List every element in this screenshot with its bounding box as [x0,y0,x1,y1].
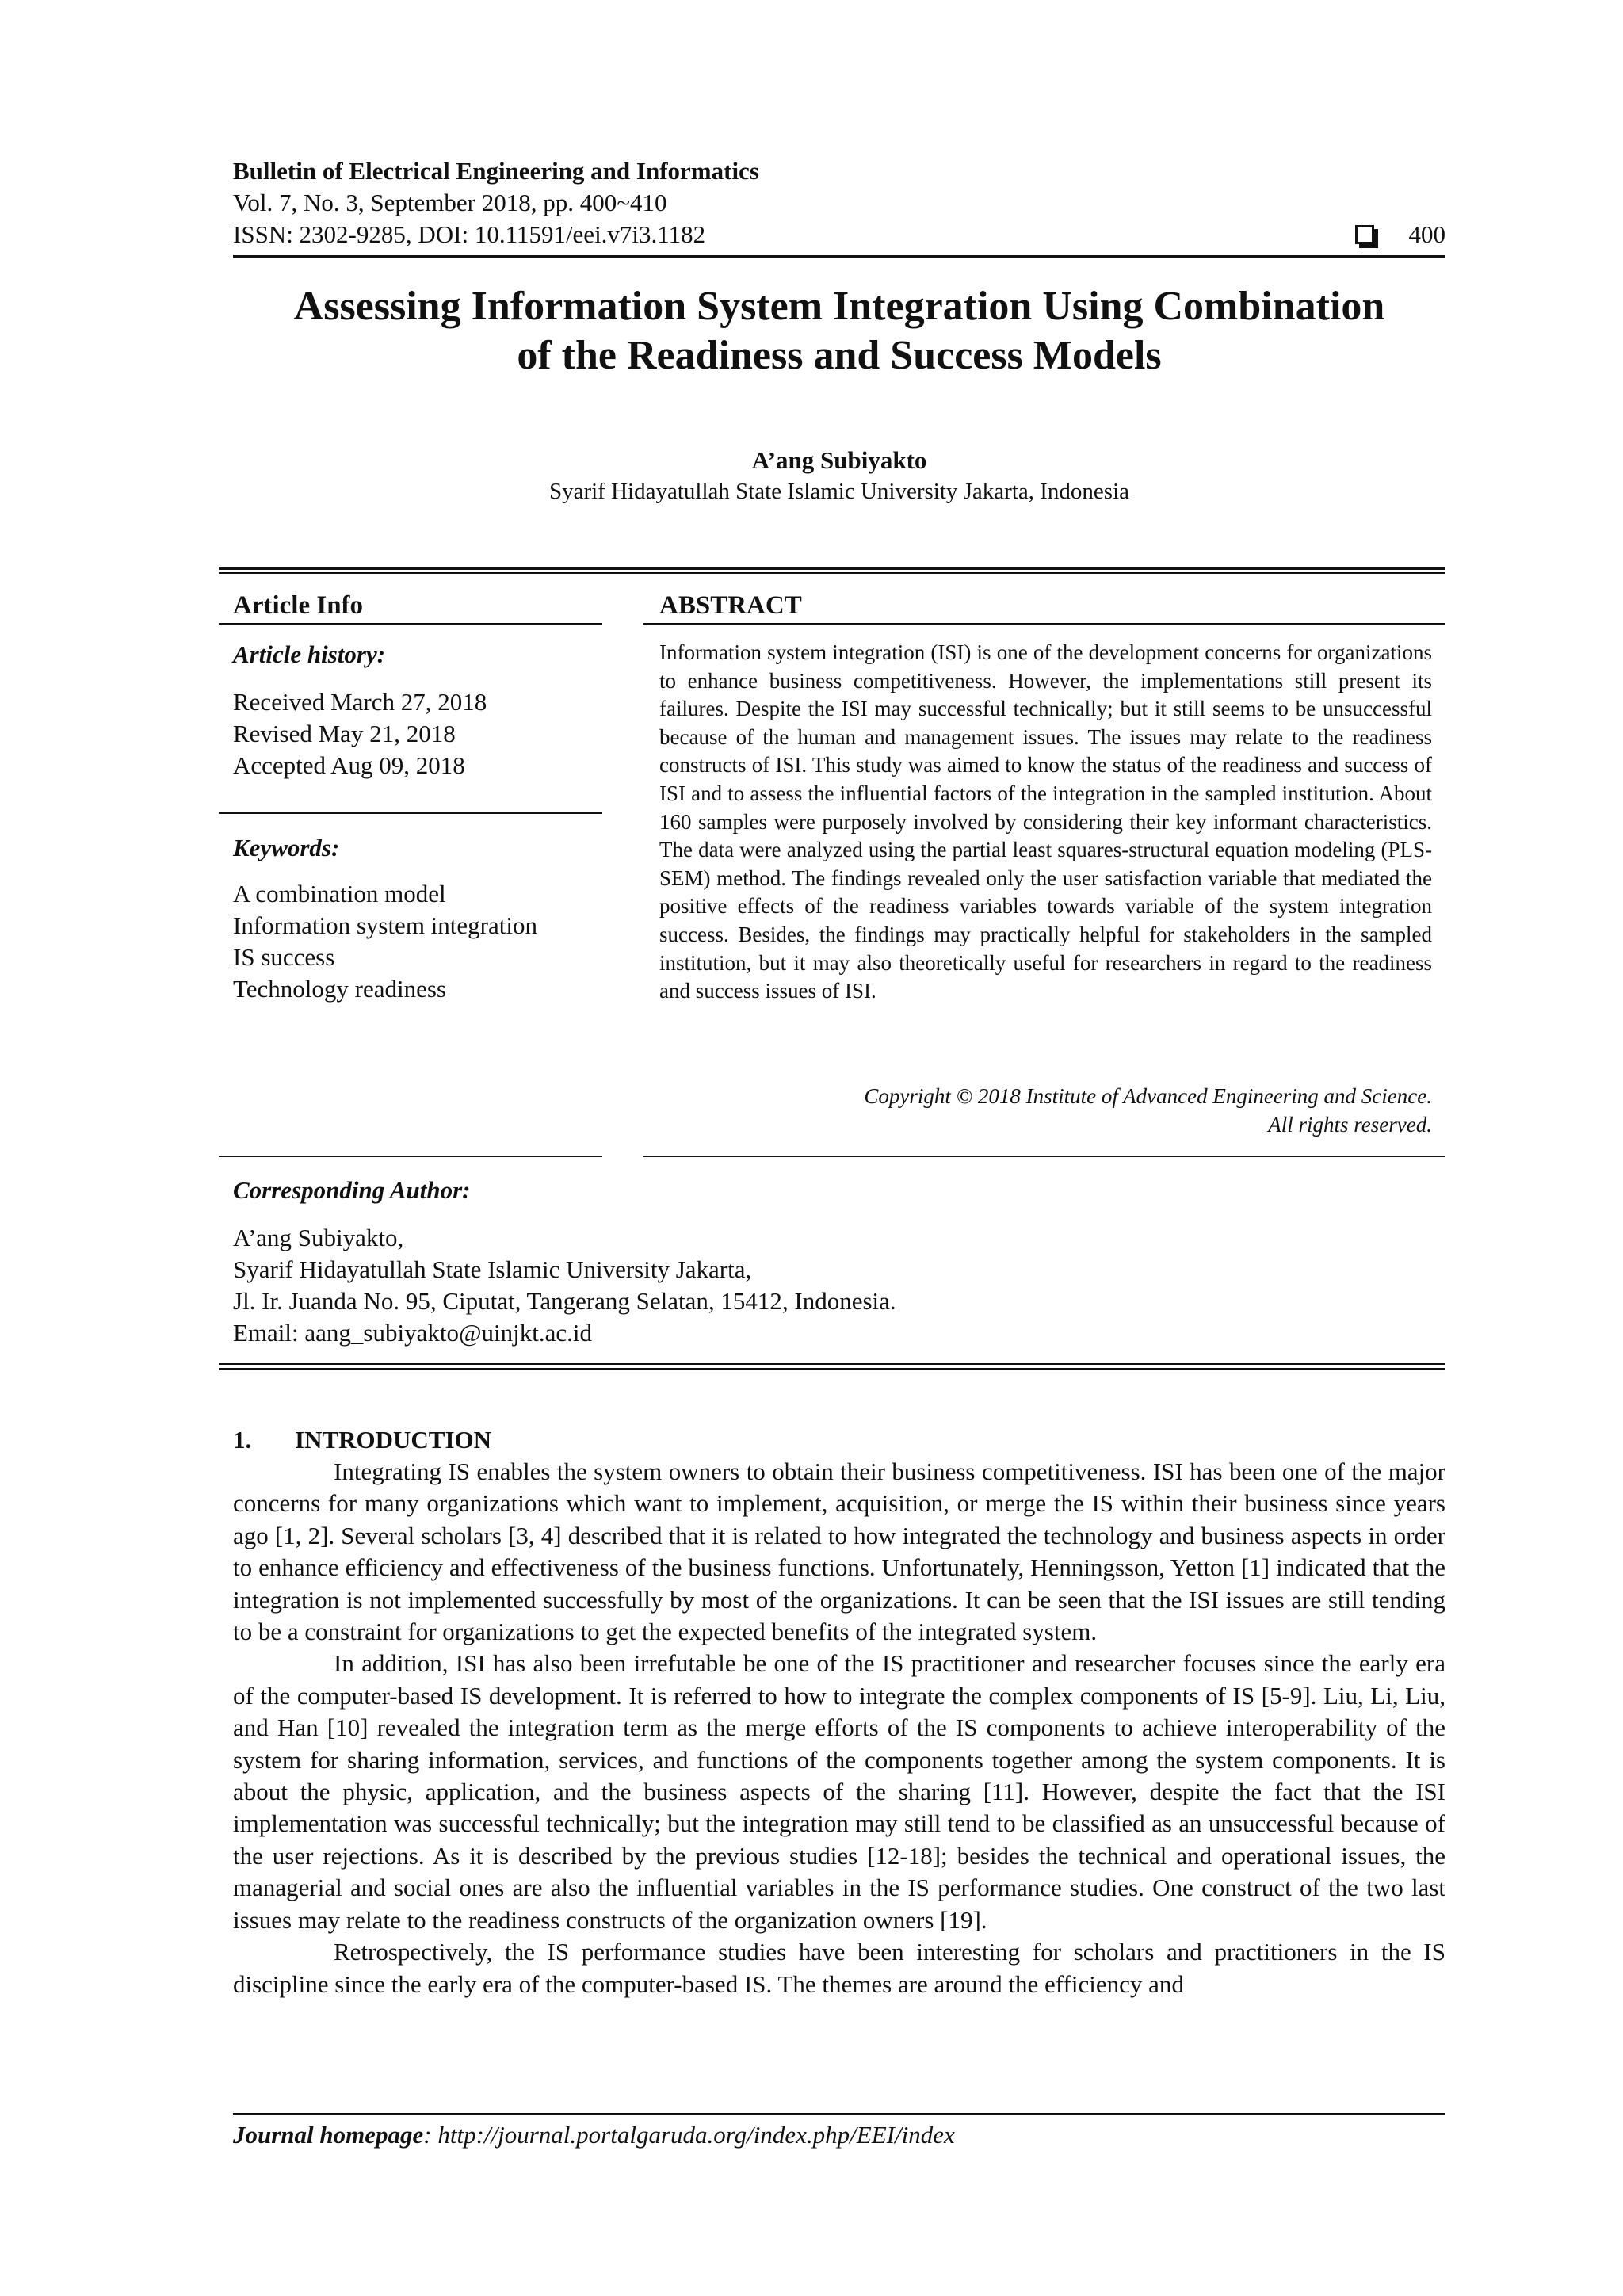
article-info-rule [219,623,602,625]
author-name: A’ang Subiyakto [751,446,927,474]
volume-info: Vol. 7, No. 3, September 2018, pp. 400~410 [233,189,667,216]
section-number: 1. [233,1426,252,1454]
header-rule [233,255,1445,258]
accepted-date: Accepted Aug 09, 2018 [233,751,465,779]
section-heading-introduction [233,1424,491,1456]
intro-paragraph: Retrospectively, the IS performance studies have been interesting for scholars and practitioners in the IS discipline since the early era of the computer-based IS. The themes are around the efficiency and [233,1938,1445,1998]
keyword-item: Information system integration [233,911,537,939]
homepage-url[interactable]: : http://journal.portalgaruda.org/index.php/EEI/index [423,2121,955,2149]
section-title: INTRODUCTION [295,1426,492,1454]
keyword-item: Technology readiness [233,975,446,1003]
journal-name: Bulletin of Electrical Engineering and Informatics [233,157,759,185]
copyright-notice [659,1082,1432,1139]
journal-homepage [233,2119,955,2151]
corresponding-rule-1 [219,1363,1445,1365]
history-rule [219,812,602,814]
corresponding-institution: Syarif Hidayatullah State Islamic University Jakarta, [233,1255,752,1283]
article-history-heading: Article history: [233,640,386,668]
right-bottom-rule [643,1156,1445,1157]
abstract-rule [643,623,1445,625]
checkbox-square-icon [1355,225,1374,244]
corresponding-address: Jl. Ir. Juanda No. 95, Ciputat, Tangerang Selatan, 15412, Indonesia. [233,1287,896,1315]
keyword-item: IS success [233,943,335,971]
footer-rule [233,2113,1445,2115]
info-top-rule-2 [219,572,1445,574]
intro-paragraph: In addition, ISI has also been irrefutable be one of the IS practitioner and researcher focuses since the early era of the computer-based IS development. It is referred to how to integrate the complex components of IS [5-9]. Liu, Li, Liu, and Han [10] revealed the integration term as the merge efforts of the IS components to achieve interoperability of the system for sharing information, services, and functions of the components together among the system components. It is about the physic, application, and the business aspects of the sharing [11]. However, despite the fact that the ISI implementation was successful technically; but the integration may still tend to be classified as an unsuccessful because of the user rejections. As it is described by the previous studies [12-18]; besides the technical and operational issues, the managerial and social ones are also the influential variables in the IS performance studies. One construct of the two last issues may relate to the readiness constructs of the organization owners [19]. [233,1649,1445,1934]
issn-text: ISSN: 2302-9285, DOI: 10.11591/eei.v7i3.1182 [233,220,706,248]
corresponding-heading: Corresponding Author: [233,1176,471,1204]
copyright-line-1: Copyright © 2018 Institute of Advanced Engineering and Science. [864,1084,1432,1108]
title-line-2: of the Readiness and Success Models [517,333,1162,378]
author-affiliation: Syarif Hidayatullah State Islamic University Jakarta, Indonesia [548,479,1130,504]
abstract-body: Information system integration (ISI) is one of the development concerns for organizations to enhance business competitiveness. However, the implementations still present its failures. Despite the ISI may successful technically; but it still seems to be unsuccessful because of the human and management issues. The issues may relate to the readiness constructs of ISI. This study was aimed to know the status of the readiness and success of ISI and to assess the influential factors of the integration in the sampled institution. About 160 samples were purposely involved by considering their key informant characteristics. The data were analyzed using the partial least squares-structural equation modeling (PLS-SEM) method. The findings revealed only the user satisfaction variable that mediated the positive effects of the readiness variables towards variable of the system integration success. Besides, the findings may practically helpful for stakeholders in the sampled institution, but it may also theoretically useful for researchers in regard to the readiness and success issues of ISI. [659,640,1432,1003]
intro-paragraph: Integrating IS enables the system owners to obtain their business competitiveness. ISI has been one of the major concerns for many organizations which want to implement, acquisition, or merge the IS within their business since years ago [1, 2]. Several scholars [3, 4] described that it is related to how integrated the technology and business aspects in order to enhance efficiency and effectiveness of the business functions. Unfortunately, Henningsson, Yetton [1] indicated that the integration is not implemented successfully by most of the organizations. It can be seen that the ISI issues are still tending to be a constraint for organizations to get the expected benefits of the integrated system. [233,1457,1445,1646]
copyright-line-2: All rights reserved. [1268,1113,1432,1137]
keyword-item: A combination model [233,880,446,907]
paper-title [233,282,1445,380]
introduction-body [233,1456,1445,2000]
title-line-1: Assessing Information System Integration Using Combination [293,284,1385,329]
homepage-label: Journal homepage [233,2121,424,2149]
article-info-heading: Article Info [233,591,364,620]
corresponding-rule-2 [219,1368,1445,1370]
left-bottom-rule [219,1156,602,1157]
corresponding-email: Email: aang_subiyakto@uinjkt.ac.id [233,1319,592,1347]
page-number-group [1355,219,1446,250]
info-top-rule-1 [219,567,1445,570]
revised-date: Revised May 21, 2018 [233,720,456,747]
page-number: 400 [1408,220,1445,248]
received-date: Received March 27, 2018 [233,688,487,716]
keywords-heading: Keywords: [233,834,340,861]
issn-doi [233,219,1445,250]
abstract-heading: ABSTRACT [659,591,802,620]
corresponding-name: A’ang Subiyakto, [233,1224,404,1251]
